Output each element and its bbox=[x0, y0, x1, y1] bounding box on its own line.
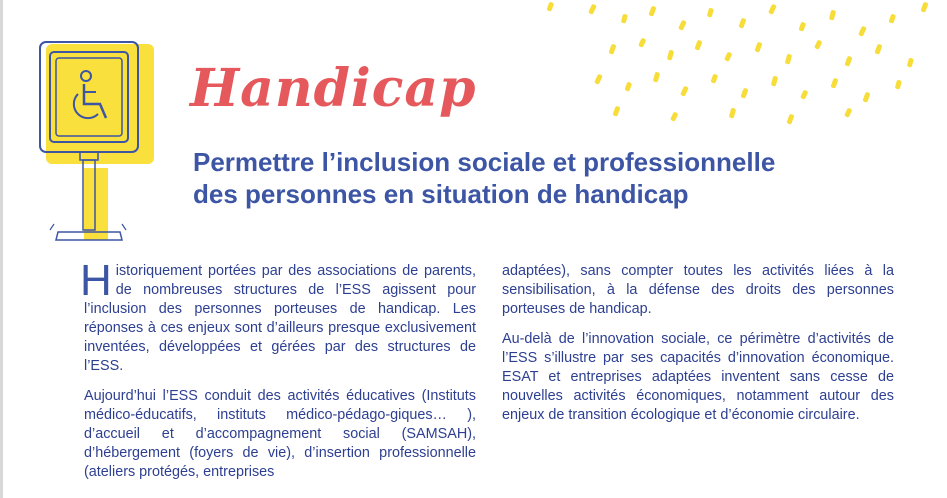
subtitle-line-1: Permettre l’inclusion sociale et professionnelle bbox=[193, 147, 776, 177]
paragraph: Aujourd’hui l’ESS conduit des activités éducatives (Instituts médico-éducatifs, instituts médico-pédago-giques… ), d’accueil et d’accompagnement social (SAMSAH), d’hébergement (foyers de vie), d’insertion professionnelle (ateliers protégés, entreprises bbox=[84, 388, 476, 480]
decorative-dots bbox=[530, 0, 947, 130]
paragraph: Au-delà de l’innovation sociale, ce périmètre d’activités de l’ESS s’illustre par ses capacités d’innovation économique. ESAT et entreprises adaptées inventent sans cesse de nouvelles activités économiques, notamment autour des enjeux de transition écologique et d’économie circulaire. bbox=[502, 331, 894, 423]
page-edge bbox=[0, 0, 3, 498]
text-column-right bbox=[502, 262, 894, 436]
text-column-left bbox=[80, 256, 476, 493]
paragraph-text: istoriquement portées par des associations de parents, de nombreuses structures de l’ESS agissent pour l’inclusion des personnes porteuses de handicap. Les réponses à ces enjeux sont d’ailleurs presque exclusivement inventées, développées et gérées par des structures de l’ESS. bbox=[84, 263, 476, 374]
drop-cap: H bbox=[80, 256, 112, 305]
subtitle-line-2: des personnes en situation de handicap bbox=[193, 179, 689, 209]
wheelchair-sign-icon bbox=[20, 18, 160, 248]
paragraph: adaptées), sans compter toutes les activités liées à la sensibilisation, à la défense des droits des personnes porteuses de handicap. bbox=[502, 263, 894, 317]
page-title: Handicap bbox=[190, 58, 477, 119]
page-subtitle bbox=[193, 146, 873, 210]
paragraph bbox=[80, 256, 476, 376]
